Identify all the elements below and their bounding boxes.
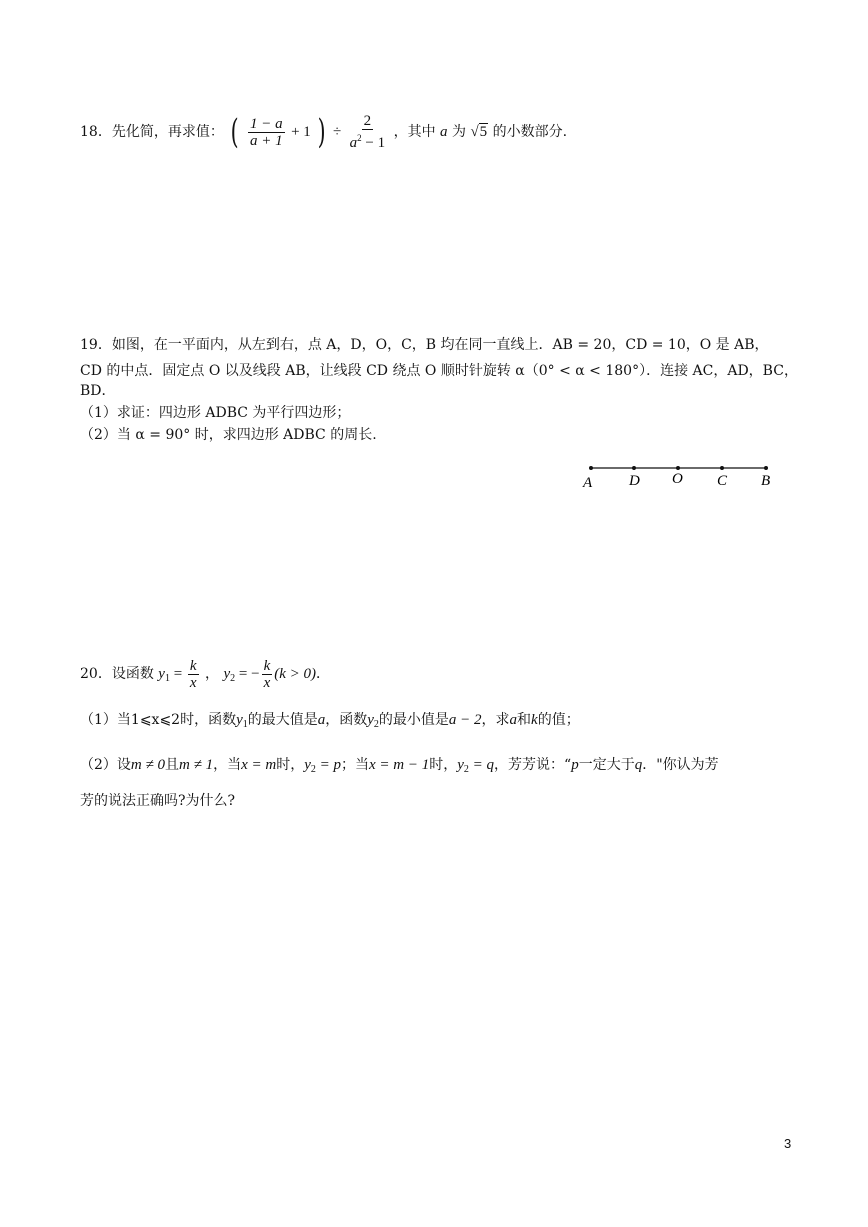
point-o-dot bbox=[676, 466, 680, 470]
question-19-part-1: （1）求证：四边形 ADBC 为平行四边形； bbox=[80, 405, 351, 421]
point-b-label: B bbox=[761, 473, 771, 489]
var-a: a bbox=[440, 124, 448, 140]
page-number: 3 bbox=[784, 1136, 792, 1151]
point-c-label: C bbox=[717, 473, 728, 489]
point-c-dot bbox=[720, 466, 724, 470]
question-19-line-1: 19．如图，在一平面内，从左到右，点 A，D，O，C，B 均在同一直线上．AB = 20，CD = 10，O 是 AB， bbox=[80, 337, 769, 353]
question-20-part-2-line-2: 芳的说法正确吗?为什么? bbox=[80, 793, 236, 809]
question-20-part-1: （1）当1⩽x⩽2时，函数$y_1$的最大值是a，函数$y_2$的最小值是a − 2，求a和k的值； bbox=[80, 712, 580, 730]
divide-sign: ÷ bbox=[332, 124, 342, 140]
point-o-label: O bbox=[672, 471, 683, 487]
right-paren: ) bbox=[317, 112, 326, 152]
fraction-k-over-x-1: $\frac{k}{x}$ bbox=[189, 657, 197, 691]
point-a-dot bbox=[589, 466, 593, 470]
question-18 bbox=[80, 112, 567, 152]
question-19-part-2: （2）当 α = 90° 时，求四边形 ADBC 的周长. bbox=[80, 427, 377, 443]
q18-suffix-1: ，其中 bbox=[393, 124, 436, 140]
point-d-label: D bbox=[629, 473, 640, 489]
question-19-line-3: BD． bbox=[80, 383, 116, 399]
fraction-1-denominator: a + 1 bbox=[250, 132, 283, 149]
q18-suffix-2: 为 bbox=[451, 124, 466, 140]
fraction-2-numerator: 2 bbox=[363, 113, 372, 129]
fraction-1-numerator: 1 − a bbox=[250, 115, 283, 132]
question-20-part-2: （2）设m ≠ 0且m ≠ 1，当x = m时，$y_2 = p$；当x = m − 1时，$y_2 = q$，芳芳说：“p一定大于q．"你认为芳 bbox=[80, 757, 719, 775]
fraction-2-denominator: $a^2 - 1$ bbox=[349, 133, 386, 151]
plus-one: + 1 bbox=[291, 124, 311, 140]
question-19-line-2: CD 的中点．固定点 O 以及线段 AB，让线段 CD 绕点 O 顺时针旋转 α（0° < α < 180°）．连接 AC，AD，BC， bbox=[80, 363, 798, 379]
line-segment-figure bbox=[575, 455, 785, 495]
fraction-1 bbox=[248, 116, 285, 149]
sqrt-5: √5 bbox=[470, 124, 488, 140]
fraction-2 bbox=[348, 113, 387, 151]
point-b-dot bbox=[764, 466, 768, 470]
point-a-label: A bbox=[583, 475, 593, 491]
question-20: 20．设函数 $y_1$ = $\frac{k}{x}$ ， $y_2$ = − $\frac{k}{x}$ (k > 0)． bbox=[80, 657, 331, 691]
q20-prefix: 20．设函数 bbox=[80, 666, 154, 682]
q18-prefix: 18．先化简，再求值： bbox=[80, 124, 224, 140]
q18-suffix-3: 的小数部分. bbox=[492, 124, 568, 140]
fraction-k-over-x-2: $\frac{k}{x}$ bbox=[263, 657, 271, 691]
point-d-dot bbox=[632, 466, 636, 470]
left-paren: ( bbox=[230, 112, 239, 152]
